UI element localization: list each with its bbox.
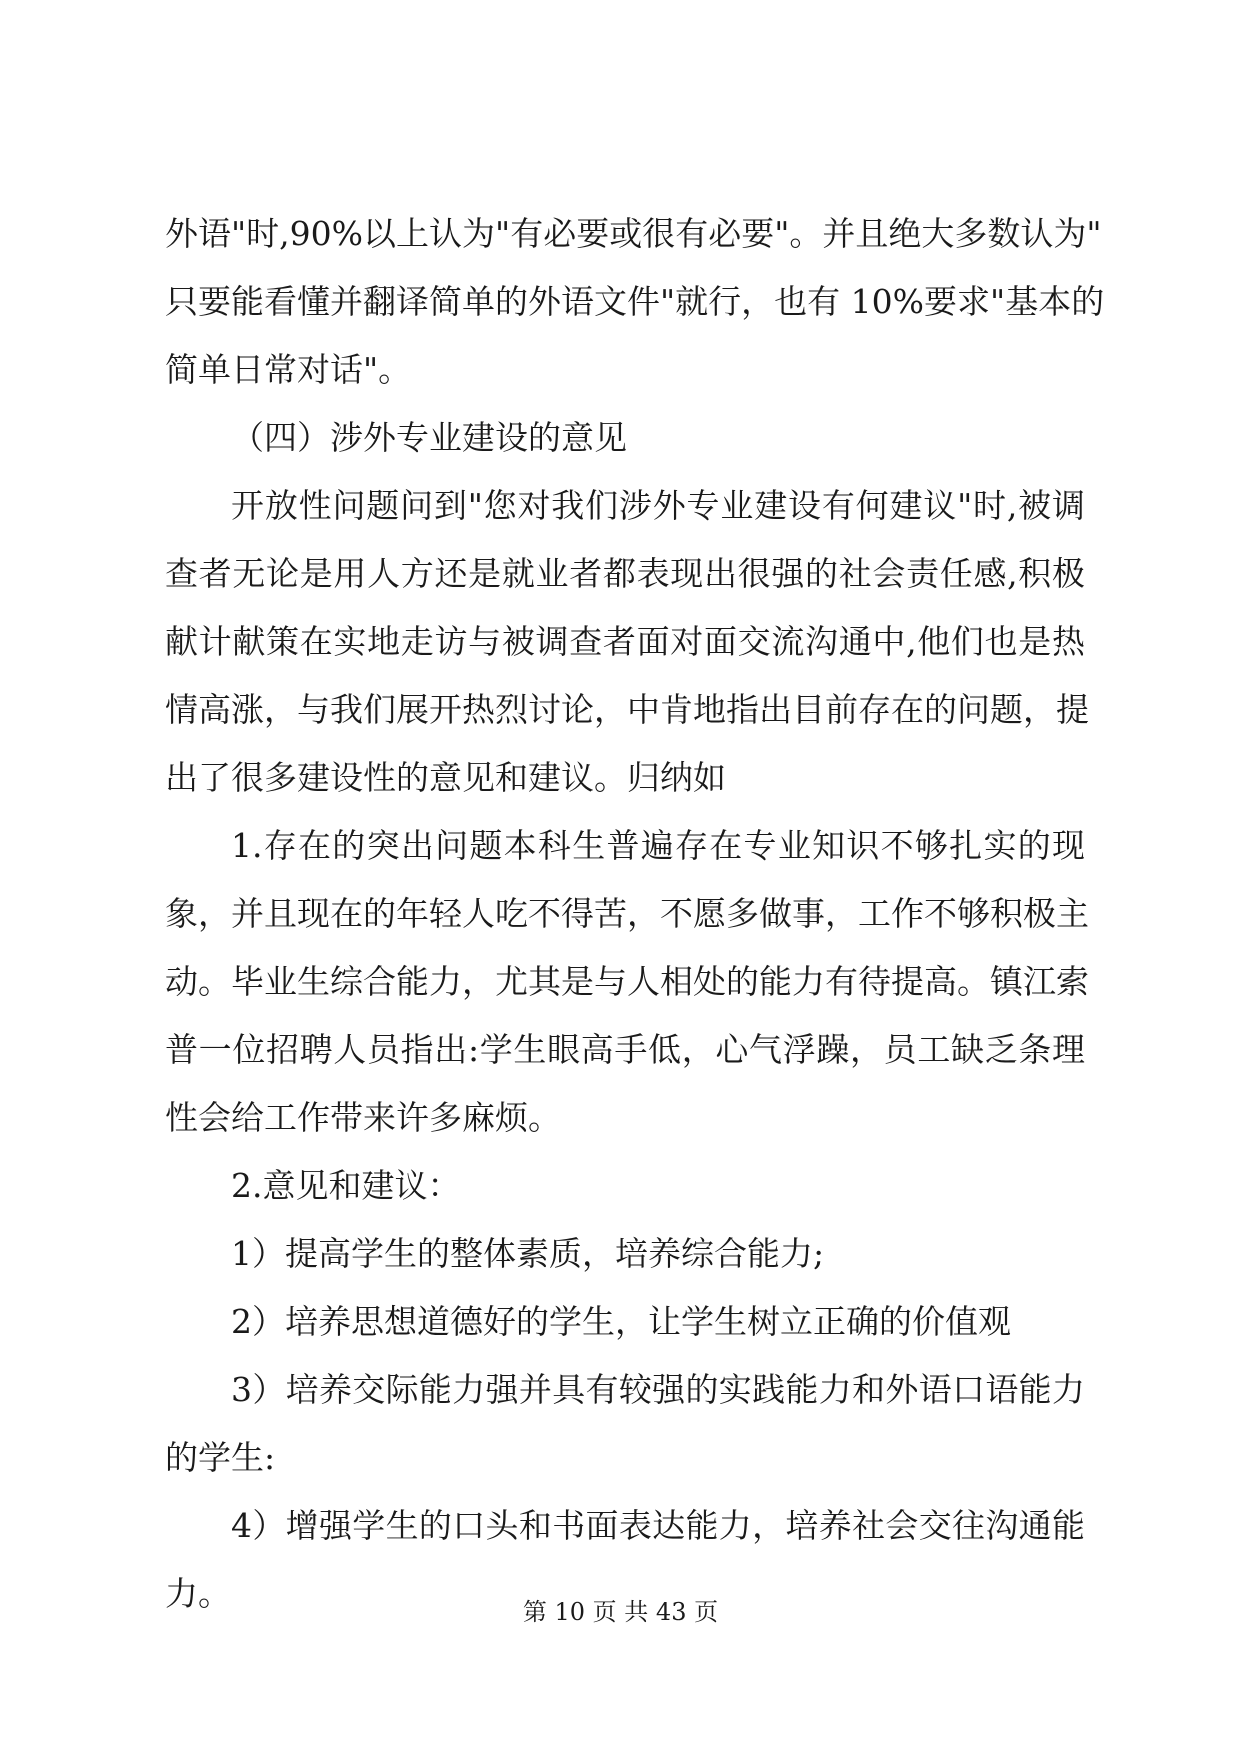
text-line: 普一位招聘人员指出:学生眼高手低，心气浮躁，员工缺乏条理 [165,1030,1085,1069]
text-line: 象，并且现在的年轻人吃不得苦，不愿多做事，工作不够积极主 [165,894,1089,933]
text-line: 性会给工作带来许多麻烦。 [165,1098,561,1137]
text-line: 外语"时,90%以上认为"有必要或很有必要"。并且绝大多数认为" [165,214,1102,253]
text-line: 只要能看懂并翻译简单的外语文件"就行，也有 10%要求"基本的 [165,282,1105,321]
document-body [165,208,1105,1636]
text-line: 献计献策在实地走访与被调查者面对面交流沟通中,他们也是热 [165,622,1085,661]
text-line: 出了很多建设性的意见和建议。归纳如 [165,758,726,797]
page-number-footer: 第 10 页 共 43 页 [522,1598,719,1626]
text-line: 的学生: [165,1438,276,1477]
text-line: 查者无论是用人方还是就业者都表现出很强的社会责任感,积极 [165,554,1085,593]
text-line: 力。 [165,1574,231,1613]
list-item-problems: 1.存在的突出问题本科生普遍存在专业知识不够扎实的现 [231,826,1085,865]
sub-item-4: 4）增强学生的口头和书面表达能力，培养社会交往沟通能 [231,1506,1085,1545]
text-line: 简单日常对话"。 [165,350,412,389]
sub-item-3: 3）培养交际能力强并具有较强的实践能力和外语口语能力 [231,1370,1085,1409]
list-item-suggestions: 2.意见和建议： [231,1166,461,1205]
section-heading: （四）涉外专业建设的意见 [231,418,627,457]
sub-item-1: 1）提高学生的整体素质，培养综合能力; [231,1234,825,1273]
paragraph-first-line: 开放性问题问到"您对我们涉外专业建设有何建议"时,被调 [231,486,1085,525]
text-line: 情高涨，与我们展开热烈讨论，中肯地指出目前存在的问题，提 [165,690,1089,729]
text-line: 动。毕业生综合能力，尤其是与人相处的能力有待提高。镇江索 [165,962,1089,1001]
sub-item-2: 2）培养思想道德好的学生，让学生树立正确的价值观 [231,1302,1011,1341]
